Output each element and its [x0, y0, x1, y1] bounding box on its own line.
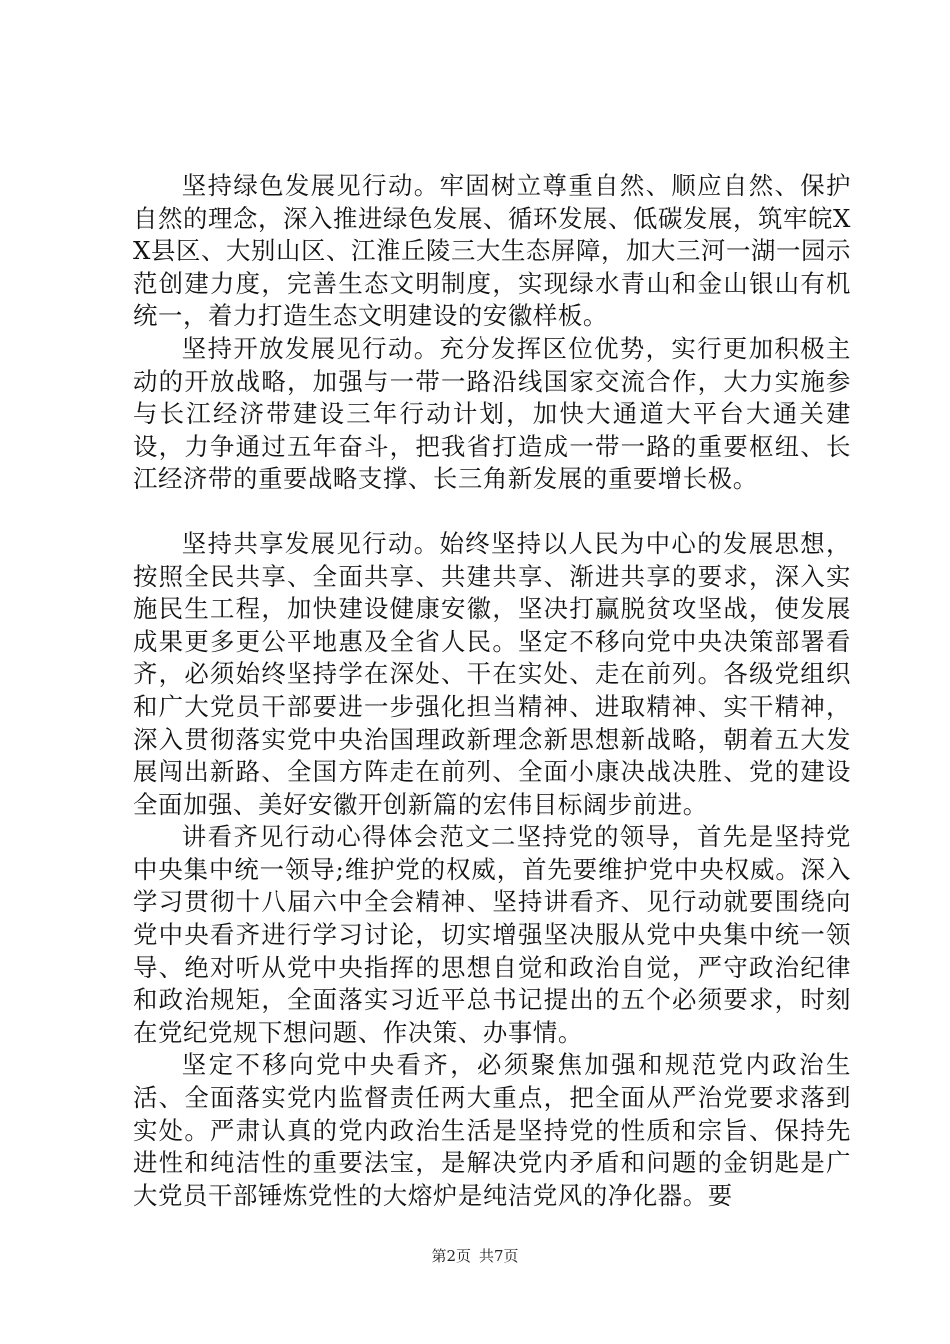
paragraph-shared-development: 坚持共享发展见行动。始终坚持以人民为中心的发展思想，按照全民共享、全面共享、共建共享、渐进共享的要求，深入实施民生工程，加快建设健康安徽，坚决打赢脱贫攻坚战，使发展成果更多更公平地惠及全省人民。坚定不移向党中央决策部署看齐，必须始终坚持学在深处、干在实处、走在前列。各级党组织和广大党员干部要进一步强化担当精神、进取精神、实干精神，深入贯彻落实党中央治国理政新理念新思想新战略，朝着五大发展闯出新路、全国方阵走在前列、全面小康决战决胜、党的建设全面加强、美好安徽开创新篇的宏伟目标阔步前进。	[133, 528, 851, 819]
page-number: 第2页	[431, 1247, 471, 1265]
paragraph-party-discipline: 坚定不移向党中央看齐，必须聚焦加强和规范党内政治生活、全面落实党内监督责任两大重点，把全面从严治党要求落到实处。严肃认真的党内政治生活是坚持党的性质和宗旨、保持先进性和纯洁性的重要法宝，是解决党内矛盾和问题的金钥匙是广大党员干部锤炼党性的大熔炉是纯洁党风的净化器。要	[133, 1050, 851, 1210]
page-footer	[0, 1246, 950, 1266]
paragraph-spacer	[133, 496, 851, 528]
paragraph-party-leadership: 讲看齐见行动心得体会范文二坚持党的领导，首先是坚持党中央集中统一领导;维护党的权威，首先要维护党中央权威。深入学习贯彻十八届六中全会精神、坚持讲看齐、见行动就要围绕向党中央看齐进行学习讨论，切实增强坚决服从党中央集中统一领导、绝对听从党中央指挥的思想自觉和政治自觉，严守政治纪律和政治规矩，全面落实习近平总书记提出的五个必须要求，时刻在党纪党规下想问题、作决策、办事情。	[133, 822, 851, 1047]
document-body	[133, 170, 851, 1212]
page-total: 共7页	[479, 1247, 519, 1265]
paragraph-green-development: 坚持绿色发展见行动。牢固树立尊重自然、顺应自然、保护自然的理念，深入推进绿色发展、循环发展、低碳发展，筑牢皖XX县区、大别山区、江淮丘陵三大生态屏障，加大三河一湖一园示范创建力度，完善生态文明制度，实现绿水青山和金山银山有机统一，着力打造生态文明建设的安徽样板。	[133, 171, 851, 331]
paragraph-open-development: 坚持开放发展见行动。充分发挥区位优势，实行更加积极主动的开放战略，加强与一带一路沿线国家交流合作，大力实施参与长江经济带建设三年行动计划，加快大通道大平台大通关建设，力争通过五年奋斗，把我省打造成一带一路的重要枢纽、长江经济带的重要战略支撑、长三角新发展的重要增长极。	[133, 333, 851, 494]
